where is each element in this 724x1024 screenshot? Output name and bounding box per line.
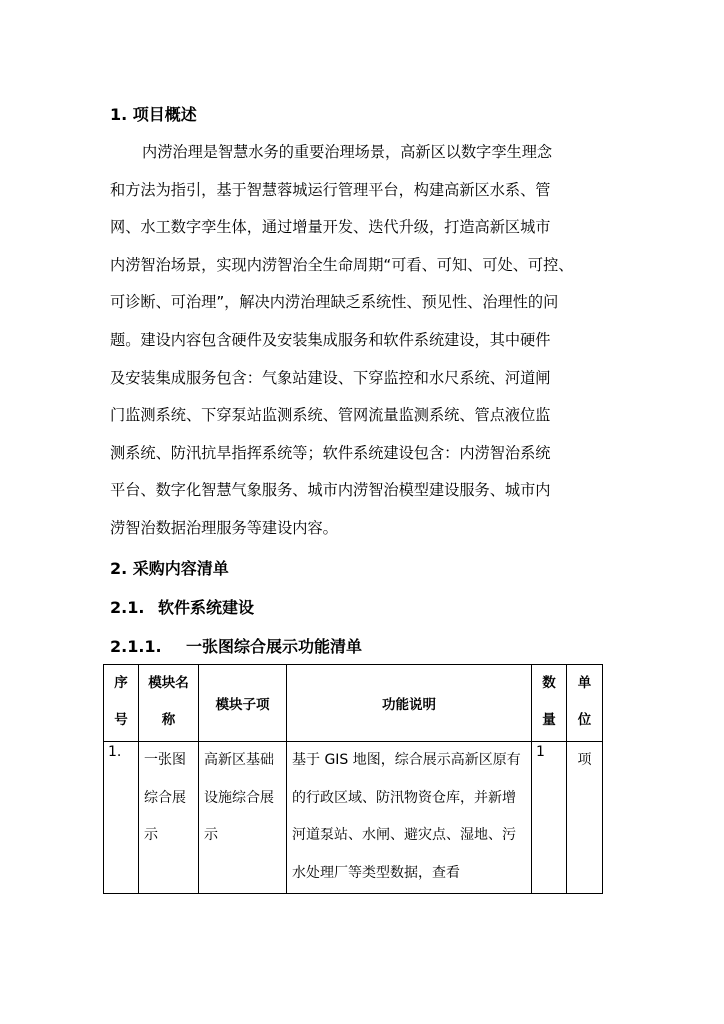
row-module-cell: [139, 742, 199, 894]
header-desc-label: 功能说明: [382, 697, 436, 713]
header-subitem: [199, 665, 287, 742]
paragraph-line: 及安装集成服务包含：气象站建设、下穿监控和水尺系统、河道闸: [110, 368, 551, 387]
row-qty: 1: [536, 744, 545, 760]
header-module-bottom: 称: [161, 712, 176, 728]
paragraph-line: 平台、数字化智慧气象服务、城市内涝智治模型建设服务、城市内: [110, 481, 551, 500]
paragraph-line: 内涝智治场景，实现内涝智治全生命周期“可看、可知、可处、可控、: [110, 255, 574, 274]
paragraph-line: 门监测系统、下穿泵站监测系统、管网流量监测系统、管点液位监: [110, 406, 551, 425]
header-seq-bottom: 号: [114, 712, 128, 728]
header-seq-top: 序: [114, 675, 128, 691]
section-2-1-heading: [110, 597, 254, 619]
header-unit: [567, 665, 603, 742]
row-unit-cell: [567, 742, 603, 894]
row-module: 一张图综合展示: [144, 752, 186, 843]
row-seq-cell: [104, 742, 139, 894]
row-seq: 1.: [108, 744, 122, 760]
header-module: [139, 665, 199, 742]
header-subitem-label: 模块子项: [215, 697, 270, 713]
section-2-1-1-heading: [110, 636, 362, 658]
header-qty-top: 数: [542, 675, 556, 691]
table-row: [104, 742, 603, 894]
paragraph-line: 测系统、防汛抗旱指挥系统等；软件系统建设包含：内涝智治系统: [110, 443, 551, 462]
function-list-table: [103, 664, 603, 894]
section-2-1-1-number: 2.1.1.: [110, 637, 162, 656]
paragraph-line: 网、水工数字孪生体，通过增量开发、迭代升级，打造高新区城市: [110, 218, 551, 237]
header-qty-bottom: 量: [542, 712, 556, 728]
paragraph-line: 题。建设内容包含硬件及安装集成服务和软件系统建设，其中硬件: [110, 330, 551, 349]
section-2-1-title: 软件系统建设: [158, 598, 255, 617]
paragraph-line: 涝智治数据治理服务等建设内容。: [110, 518, 338, 537]
row-unit: 项: [577, 752, 592, 768]
row-subitem: 高新区基础设施综合展示: [204, 752, 274, 843]
row-qty-cell: [532, 742, 567, 894]
header-qty: [532, 665, 567, 742]
row-subitem-cell: [199, 742, 287, 894]
header-module-top: 模块名: [148, 675, 189, 691]
paragraph-line: 和方法为指引，基于智慧蓉城运行管理平台，构建高新区水系、管: [110, 180, 551, 199]
section-1-heading: 1. 项目概述: [110, 105, 197, 124]
paragraph-line: 可诊断、可治理”，解决内涝治理缺乏系统性、预见性、治理性的问: [110, 293, 559, 312]
table-header-row: [104, 665, 603, 742]
overview-paragraph: [110, 134, 622, 548]
header-unit-top: 单: [577, 675, 592, 691]
section-2-1-1-title: 一张图综合展示功能清单: [186, 637, 363, 656]
header-seq: [104, 665, 139, 742]
row-desc: 基于 GIS 地图，综合展示高新区原有的行政区域、防汛物资仓库，并新增河道泵站、水闸、避灾点、湿地、污水处理厂等类型数据，查看: [292, 752, 521, 881]
section-2-heading: 2. 采购内容清单: [110, 559, 229, 578]
paragraph-line: 内涝治理是智慧水务的重要治理场景，高新区以数字孪生理念: [142, 143, 553, 161]
section-2-1-number: 2.1.: [110, 598, 145, 617]
row-desc-cell: [287, 742, 532, 894]
header-desc: [287, 665, 532, 742]
header-unit-bottom: 位: [577, 712, 592, 728]
